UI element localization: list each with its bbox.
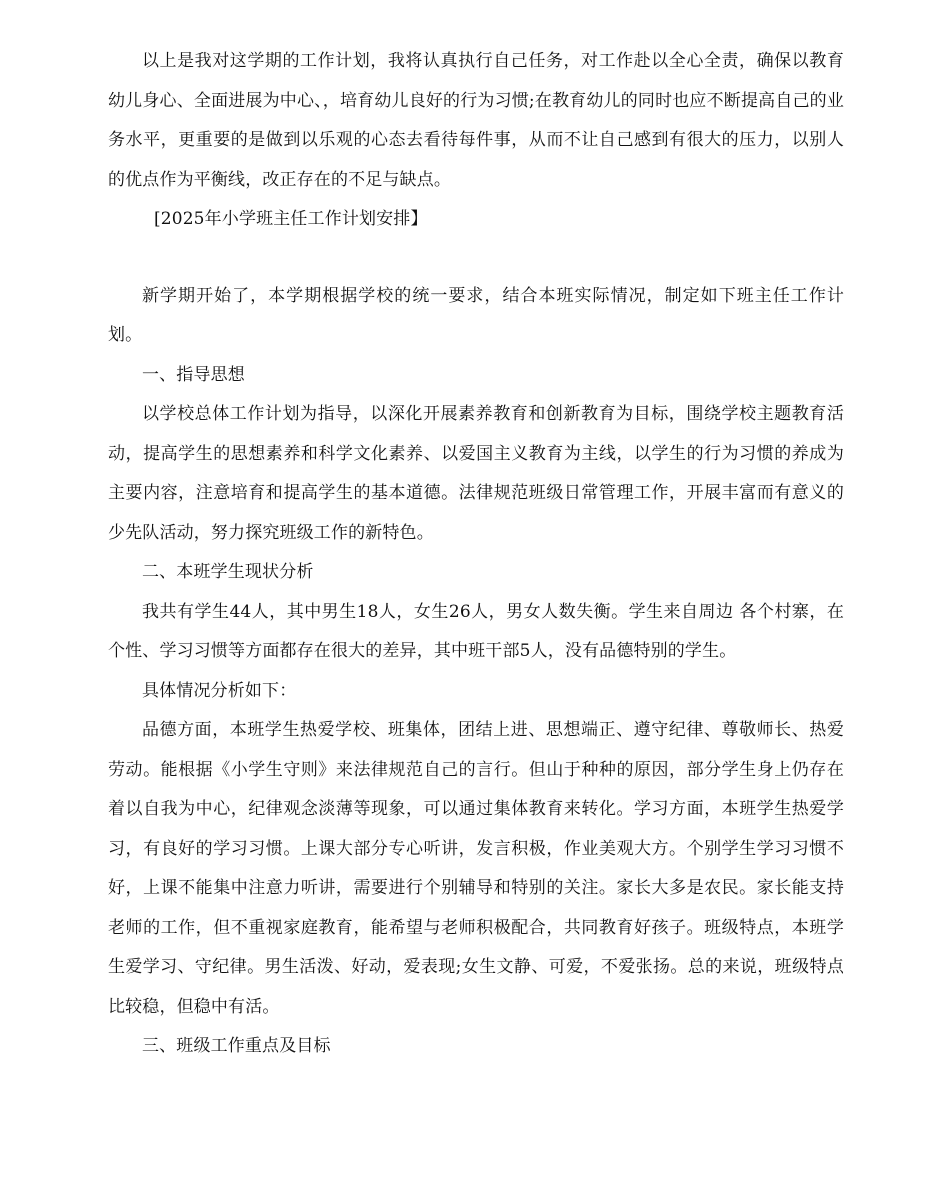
details-paragraph: 品德方面，本班学生热爱学校、班集体，团结上进、思想端正、遵守纪律、尊敬师长、热爱劳动。能根据《小学生守则》来法律规范自己的言行。但山于种种的原因，部分学生身上仍存在着以自我为中心，纪律观念淡薄等现象，可以通过集体教育来转化。学习方面，本班学生热爱学习，有良好的学习习惯。上课大部分专心听讲，发言积极，作业美观大方。个别学生学习习惯不好，上课不能集中注意力听讲，需要进行个别辅导和特别的关注。家长大多是农民。家长能支持老师的工作，但不重视家庭教育，能希望与老师积极配合，共同教育好孩子。班级特点，本班学生爱学习、守纪律。男生活泼、好动，爱表现;女生文静、可爱，不爱张扬。总的来说，班级特点比较稳，但稳中有活。 [108,720,844,1017]
document-body [108,42,844,1067]
heading-class-analysis: 二、本班学生现状分析 [142,562,314,582]
heading-work-focus: 三、班级工作重点及目标 [142,1036,331,1056]
intro-paragraph: 新学期开始了，本学期根据学校的统一要求，结合本班实际情况，制定如下班主任工作计划。 [108,285,844,345]
heading-guiding-thought: 一、指导思想 [142,364,245,385]
sub-heading-details: 具体情况分析如下： [142,680,297,701]
section-title: [2025年小学班主任工作计划安排】 [154,209,428,229]
closing-paragraph: 以上是我对这学期的工作计划，我将认真执行自己任务，对工作赴以全心全责，确保以教育幼儿身心、全面进展为中心、，培育幼儿良好的行为习惯;在教育幼儿的同时也应不断提高自己的业务水平，更重要的是做到以乐观的心态去看待每件事，从而不让自己感到有很大的压力，以别人的优点作为平衡线，改正存在的不足与缺点。 [108,51,844,190]
class-analysis-paragraph: 我共有学生44人，其中男生18人，女生26人，男女人数失衡。学生来自周边 各个村寨，在个性、学习习惯等方面都存在很大的差异，其中班干部5人，没有品德特别的学生。 [108,601,844,661]
guiding-thought-paragraph: 以学校总体工作计划为指导，以深化开展素养教育和创新教育为目标，围绕学校主题教育活动，提高学生的思想素养和科学文化素养、以爱国主义教育为主线，以学生的行为习惯的养成为主要内容，注意培育和提高学生的基本道德。法律规范班级日常管理工作，开展丰富而有意义的少先队活动，努力探究班级工作的新特色。 [108,404,844,543]
